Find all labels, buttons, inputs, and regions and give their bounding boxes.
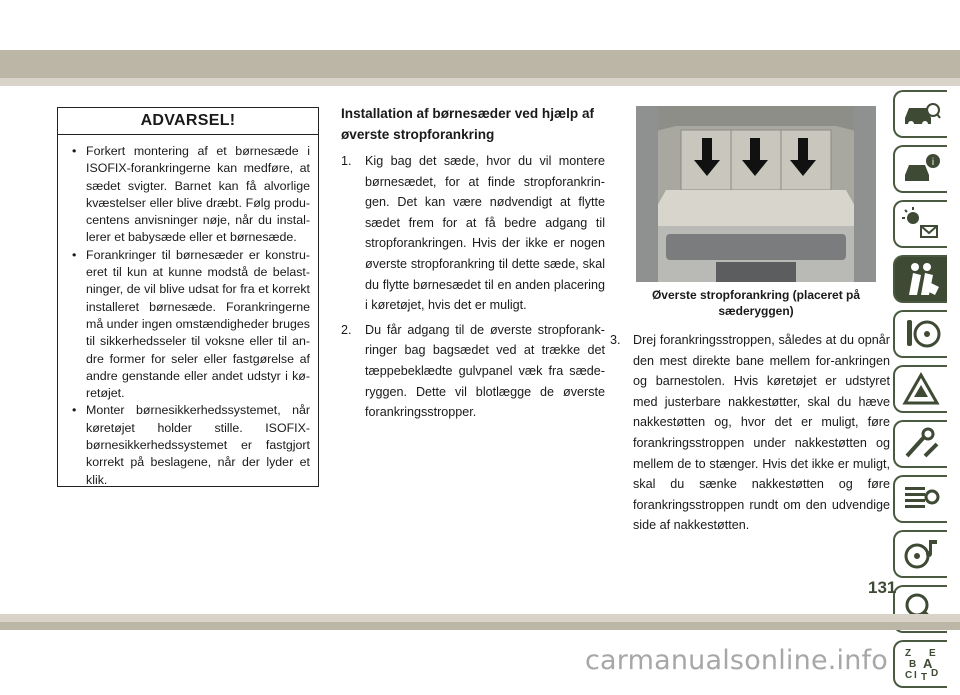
tab-hazard[interactable]	[893, 365, 947, 413]
seat-safety-icon	[901, 261, 941, 297]
instructions-column	[341, 103, 605, 427]
step-item	[610, 330, 890, 536]
header-band	[0, 50, 960, 78]
figure-caption-line1: Øverste stropforankring (placeret på	[651, 288, 861, 302]
index-letter: E	[929, 648, 936, 659]
tab-specs[interactable]	[893, 475, 947, 523]
footer-band	[0, 622, 960, 630]
car-warning-icon	[901, 151, 941, 187]
step-number: 2.	[341, 322, 352, 337]
step-item	[341, 151, 605, 316]
step-item	[341, 320, 605, 423]
steps-list-continued	[610, 330, 890, 536]
index-letter: C	[905, 670, 913, 681]
warning-item: • Forkert montering af et børnesæde i ISOFIX-forankringerne kan medføre, at sædet svigter. Barnet kan få alvorlige kvæstelser eller blive dræbt. Følg produ-centens anvisninger nøje, når du instal-lerer et babysæde eller et børnesæde.	[72, 143, 310, 247]
step-text: Du får adgang til de øverste stropforank-ringer bag bagsædet ved at trække det tæppebeklædte gulvpanel væk fra sæde-ryggen. Dette vil blotlægge de øverste forankringsstropper.	[365, 322, 605, 420]
index-letter: B	[909, 659, 917, 670]
chapter-tabs	[893, 90, 953, 695]
tab-dashboard-lights[interactable]	[893, 200, 947, 248]
cargo-area-photo	[636, 106, 876, 282]
index-letter: Z	[905, 648, 912, 659]
step-text: Drej forankringsstroppen, således at du opnår den mest direkte bane mellem for-ankringen og barnestolen. Hvis køretøjet er udstyret med justerbare nakkestøtter, skal du hæve nakkestøtten og, hvor det er muligt, føre forankringsstroppen under nakkestøtten og mellem de to stænger. Hvis det ikke er muligt, skal du sænke nakkestøtten og føre forankringsstroppen rundt om den udvendige side af nakkestøtten.	[633, 333, 890, 533]
step-text: Kig bag det sæde, hvor du vil montere børnesædet, for at finde stropforankrin-gen. Det kan være nødvendigt at flytte sædet frem for at få bedre adgang til stropforankringen. Hvis der ikke er nogen øverste stropforankring til dette sæde, skal du flytte børnesædet til en anden placering i køretøjet, hvis det er muligt.	[365, 154, 605, 313]
steps-list	[341, 151, 605, 423]
index-letter: A	[923, 656, 933, 671]
tab-multimedia[interactable]	[893, 530, 947, 578]
key-wheel-icon	[901, 316, 941, 352]
tab-tools[interactable]	[893, 420, 947, 468]
specs-icon	[901, 481, 941, 517]
figure-caption	[636, 288, 876, 319]
svg-text:i: i	[931, 157, 935, 168]
dashboard-lights-icon	[901, 206, 941, 242]
figure-caption-line2: sæderyggen)	[718, 303, 794, 318]
step-number: 3.	[610, 333, 621, 347]
warning-title: ADVARSEL!	[58, 108, 318, 135]
footer-band-light	[0, 614, 960, 622]
cargo-photo-illustration	[636, 106, 876, 282]
index-letter: T	[921, 672, 928, 682]
index-letter: D	[931, 668, 939, 679]
hazard-icon	[901, 371, 941, 407]
warning-item: • Monter børnesikkerhedssystemet, når køretøjet holder stille. ISOFIX-børnesikkerhedssystemet er fastgjort korrekt på beslagene, når der lyder et klik.	[72, 402, 310, 488]
index-icon	[901, 646, 941, 682]
step-number: 1.	[341, 154, 352, 168]
section-heading: Installation af børnesæder ved hjælp af øverste stropforankring	[341, 106, 595, 142]
tab-index[interactable]	[893, 640, 947, 688]
tools-icon	[901, 426, 941, 462]
warning-box	[57, 107, 319, 487]
header-band-light	[0, 78, 960, 86]
page-number: 131	[868, 578, 897, 597]
index-letter: I	[914, 670, 917, 681]
tab-car-warning[interactable]	[893, 145, 947, 193]
car-info-icon	[901, 96, 941, 132]
instructions-column-continued	[610, 330, 890, 540]
tab-car-info[interactable]	[893, 90, 947, 138]
tab-key-wheel[interactable]	[893, 310, 947, 358]
watermark: carmanualsonline.info	[585, 645, 888, 676]
warning-item: • Forankringer til børnesæder er konstru-eret til kun at kunne modstå de belast-ninger, de vil blive udsat for fra et korrekt installeret børnesæde. Forankringerne må under ingen omstændigheder bruges til sikkerhedsseler til voksne eller til an-dre former for seler eller fastgørelse af andre genstande eller andet udstyr i kø-retøjet.	[72, 247, 310, 403]
tab-seat-safety[interactable]	[893, 255, 947, 303]
multimedia-icon	[901, 536, 941, 572]
warning-list	[58, 135, 318, 489]
